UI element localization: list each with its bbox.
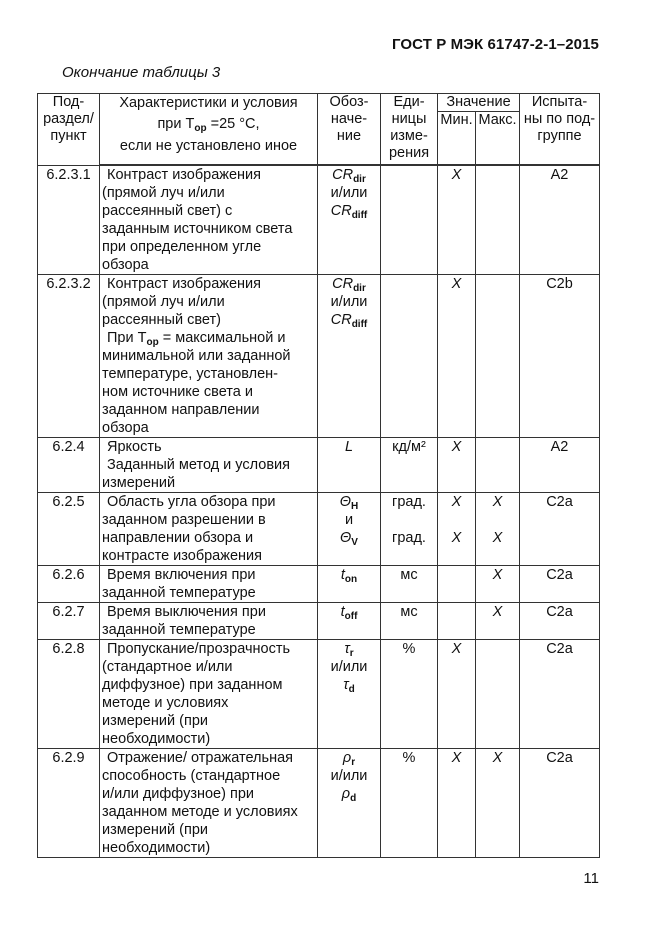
row-symbol: L (318, 438, 381, 493)
row-max-mark (476, 165, 520, 275)
characteristics-table (37, 93, 600, 858)
table-caption: Окончание таблицы 3 (62, 64, 221, 81)
row-max-mark: X (476, 566, 520, 603)
header-max: Макс. (476, 112, 520, 166)
header-min: Мин. (438, 112, 476, 166)
table-row (38, 438, 600, 493)
table-row (38, 640, 600, 749)
header-symbol: Обоз- наче- ние (318, 94, 381, 166)
row-min-mark: X (438, 640, 476, 749)
row-units: мс (381, 566, 438, 603)
row-symbol: $\rho_r$ и/или $\rho_d$ (318, 749, 381, 858)
row-characteristic: Контраст изображения (прямой луч и/или рассеянный свет) с заданным источником света при определенном угле обзора (100, 165, 318, 275)
row-test-group: C2a (520, 566, 600, 603)
row-max-mark: X (476, 603, 520, 640)
row-min-mark: X X (438, 493, 476, 566)
table-row (38, 165, 600, 275)
row-number: 6.2.7 (38, 603, 100, 640)
row-symbol: $CR_{dir}$ и/или $CR_{diff}$ (318, 165, 381, 275)
table-row (38, 493, 600, 566)
row-units (381, 275, 438, 438)
row-characteristic: Отражение/ отражательная способность (стандартное и/или диффузное) при заданном методе и условиях измерений (при необходимости) (100, 749, 318, 858)
row-test-group: C2a (520, 493, 600, 566)
row-test-group: A2 (520, 438, 600, 493)
row-units (381, 165, 438, 275)
row-characteristic: Пропускание/прозрачность (стандартное и/или диффузное) при заданном методе и условиях измерений (при необходимости) (100, 640, 318, 749)
row-symbol: $t_{off}$ (318, 603, 381, 640)
row-test-group: A2 (520, 165, 600, 275)
row-number: 6.2.3.2 (38, 275, 100, 438)
row-number: 6.2.4 (38, 438, 100, 493)
row-number: 6.2.9 (38, 749, 100, 858)
row-test-group: C2a (520, 603, 600, 640)
row-number: 6.2.5 (38, 493, 100, 566)
row-symbol: $t_{on}$ (318, 566, 381, 603)
row-max-mark (476, 275, 520, 438)
row-units: % (381, 640, 438, 749)
row-max-mark: X X (476, 493, 520, 566)
header-units: Еди- ницы изме- рения (381, 94, 438, 166)
row-min-mark: X (438, 438, 476, 493)
row-max-mark: X (476, 749, 520, 858)
row-test-group: C2a (520, 640, 600, 749)
row-units: кд/м² (381, 438, 438, 493)
header-value: Значение (438, 94, 520, 112)
row-min-mark: X (438, 165, 476, 275)
row-number: 6.2.8 (38, 640, 100, 749)
row-symbol: $CR_{dir}$ и/или $CR_{diff}$ (318, 275, 381, 438)
table-row (38, 603, 600, 640)
row-characteristic: Время выключения при заданной температуре (100, 603, 318, 640)
row-max-mark (476, 438, 520, 493)
header-test-group: Испыта- ны по под- группе (520, 94, 600, 166)
row-number: 6.2.6 (38, 566, 100, 603)
row-min-mark: X (438, 275, 476, 438)
page-number: 11 (583, 870, 599, 887)
row-characteristic: Время включения при заданной температуре (100, 566, 318, 603)
row-symbol: $\Theta_H$ и $\Theta_V$ (318, 493, 381, 566)
row-units: % (381, 749, 438, 858)
header-characteristics: Характеристики и условия при $T_{op} =25$ °C, если не установлено иное (100, 94, 318, 166)
header-section: Под- раздел/ пункт (38, 94, 100, 166)
row-characteristic: Яркость Заданный метод и условия измерений (100, 438, 318, 493)
table-row (38, 566, 600, 603)
document-code: ГОСТ Р МЭК 61747-2-1–2015 (391, 36, 599, 53)
table-row (38, 275, 600, 438)
row-min-mark (438, 603, 476, 640)
row-symbol: $\tau_r$ и/или $\tau_d$ (318, 640, 381, 749)
row-min-mark: X (438, 749, 476, 858)
table-row (38, 749, 600, 858)
row-units: град. град. (381, 493, 438, 566)
row-min-mark (438, 566, 476, 603)
row-characteristic: Контраст изображения (прямой луч и/или рассеянный свет) При $T_{op}$ = максимальной и минимальной или заданной температуре, установлен- ном источнике света и заданном направлении обзора (100, 275, 318, 438)
row-number: 6.2.3.1 (38, 165, 100, 275)
row-max-mark (476, 640, 520, 749)
row-test-group: C2b (520, 275, 600, 438)
row-characteristic: Область угла обзора при заданном разрешении в направлении обзора и контрасте изображения (100, 493, 318, 566)
row-units: мс (381, 603, 438, 640)
row-test-group: C2a (520, 749, 600, 858)
